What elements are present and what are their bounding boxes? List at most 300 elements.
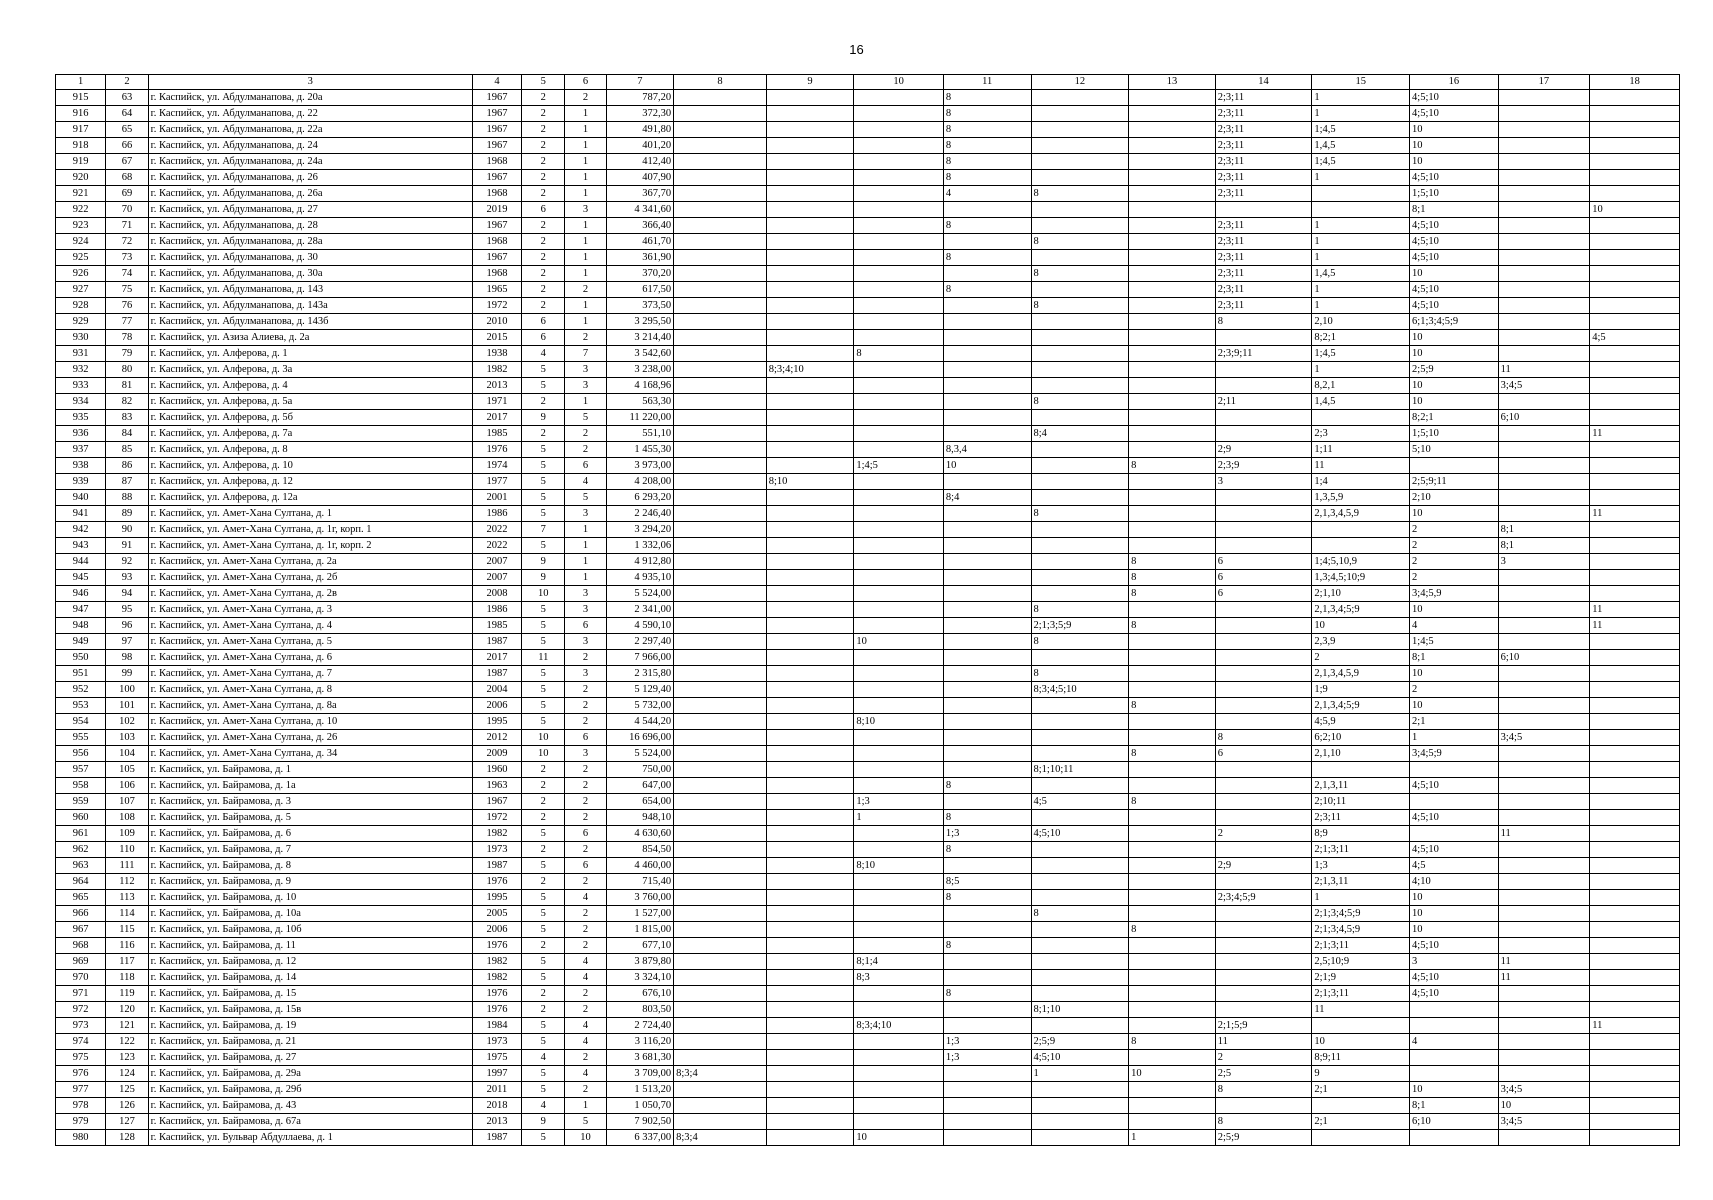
table-row xyxy=(56,634,1680,650)
table-cell: г. Каспийск, ул. Амет-Хана Султана, д. 2в xyxy=(148,586,472,602)
table-cell: 5 xyxy=(522,906,565,922)
table-cell xyxy=(674,714,767,730)
table-cell xyxy=(854,538,944,554)
table-cell xyxy=(674,954,767,970)
table-cell: 9 xyxy=(1312,1066,1410,1082)
table-cell: 1995 xyxy=(472,714,521,730)
table-cell: 2010 xyxy=(472,314,521,330)
table-cell: 6;10 xyxy=(1498,410,1590,426)
table-cell: 2017 xyxy=(472,410,521,426)
table-cell: 5 xyxy=(522,634,565,650)
table-row xyxy=(56,106,1680,122)
table-row xyxy=(56,826,1680,842)
table-cell xyxy=(1031,330,1129,346)
table-cell xyxy=(1129,650,1216,666)
table-cell: 945 xyxy=(56,570,106,586)
table-cell: 8 xyxy=(943,154,1031,170)
table-cell xyxy=(1129,634,1216,650)
table-cell: 2 xyxy=(522,810,565,826)
table-cell xyxy=(674,362,767,378)
table-cell xyxy=(1410,1050,1499,1066)
table-cell: 1 455,30 xyxy=(606,442,673,458)
table-cell: 975 xyxy=(56,1050,106,1066)
table-cell xyxy=(1590,138,1680,154)
table-cell xyxy=(854,90,944,106)
table-cell xyxy=(1215,426,1312,442)
table-cell: 2;3 xyxy=(1312,426,1410,442)
table-cell: 8 xyxy=(943,842,1031,858)
table-cell: 3 xyxy=(565,634,606,650)
table-cell xyxy=(854,762,944,778)
table-cell: г. Каспийск, ул. Алферова, д. 5б xyxy=(148,410,472,426)
table-cell xyxy=(1498,922,1590,938)
table-cell: 8;1 xyxy=(1410,1098,1499,1114)
table-cell: 8 xyxy=(1031,394,1129,410)
table-cell: 8 xyxy=(943,122,1031,138)
table-cell xyxy=(1031,522,1129,538)
table-cell: 68 xyxy=(106,170,148,186)
header-row xyxy=(56,75,1680,90)
table-body xyxy=(56,90,1680,1146)
table-cell xyxy=(1031,138,1129,154)
table-cell: 10 xyxy=(1410,506,1499,522)
table-cell xyxy=(1129,954,1216,970)
table-cell xyxy=(1129,410,1216,426)
table-cell: 10 xyxy=(1410,666,1499,682)
table-cell xyxy=(1129,682,1216,698)
table-cell: 8,2,1 xyxy=(1312,378,1410,394)
table-cell xyxy=(1590,90,1680,106)
table-cell xyxy=(854,442,944,458)
table-cell xyxy=(1590,1130,1680,1146)
table-cell xyxy=(766,826,854,842)
table-cell xyxy=(854,666,944,682)
table-cell: 79 xyxy=(106,346,148,362)
table-cell: 5 xyxy=(522,1130,565,1146)
table-cell: 1967 xyxy=(472,122,521,138)
table-cell xyxy=(943,426,1031,442)
table-cell xyxy=(1590,730,1680,746)
table-cell xyxy=(854,602,944,618)
table-cell: 1974 xyxy=(472,458,521,474)
table-cell xyxy=(854,682,944,698)
table-cell xyxy=(1590,906,1680,922)
table-cell xyxy=(1498,186,1590,202)
table-cell: 96 xyxy=(106,618,148,634)
table-cell: 1 xyxy=(1031,1066,1129,1082)
table-cell xyxy=(1590,954,1680,970)
table-cell: 85 xyxy=(106,442,148,458)
table-cell: 1 xyxy=(1312,250,1410,266)
table-cell: 72 xyxy=(106,234,148,250)
table-cell xyxy=(766,442,854,458)
table-cell xyxy=(1031,474,1129,490)
table-cell xyxy=(1498,170,1590,186)
table-cell xyxy=(943,234,1031,250)
table-cell: 8 xyxy=(943,938,1031,954)
table-cell xyxy=(943,554,1031,570)
column-header: 1 xyxy=(56,75,106,90)
table-cell: 8;5 xyxy=(943,874,1031,890)
table-cell: 2;3;4;5;9 xyxy=(1215,890,1312,906)
table-cell: 2;5;9 xyxy=(1410,362,1499,378)
table-cell xyxy=(1129,378,1216,394)
table-cell xyxy=(943,202,1031,218)
table-cell: 64 xyxy=(106,106,148,122)
table-cell: 1;3 xyxy=(1312,858,1410,874)
table-cell: 2 xyxy=(565,698,606,714)
table-cell xyxy=(1215,362,1312,378)
table-cell: 2 xyxy=(522,266,565,282)
table-cell xyxy=(1590,458,1680,474)
table-cell: 3 xyxy=(565,602,606,618)
table-cell: 2 xyxy=(565,906,606,922)
table-cell xyxy=(1498,1034,1590,1050)
table-cell: 2013 xyxy=(472,378,521,394)
table-cell xyxy=(1031,970,1129,986)
table-cell xyxy=(766,602,854,618)
table-cell: 116 xyxy=(106,938,148,954)
table-cell: г. Каспийск, ул. Алферова, д. 10 xyxy=(148,458,472,474)
table-row xyxy=(56,714,1680,730)
table-cell xyxy=(1498,1018,1590,1034)
column-header: 14 xyxy=(1215,75,1312,90)
table-cell xyxy=(1031,346,1129,362)
table-cell xyxy=(766,794,854,810)
table-cell: 935 xyxy=(56,410,106,426)
column-header: 17 xyxy=(1498,75,1590,90)
table-cell xyxy=(766,858,854,874)
table-cell: 6 xyxy=(522,330,565,346)
table-row xyxy=(56,138,1680,154)
table-cell: 372,30 xyxy=(606,106,673,122)
table-cell: 2 315,80 xyxy=(606,666,673,682)
table-cell: 939 xyxy=(56,474,106,490)
table-cell: г. Каспийск, ул. Амет-Хана Султана, д. 1г, корп. 1 xyxy=(148,522,472,538)
table-cell: 1976 xyxy=(472,442,521,458)
table-cell: 4 544,20 xyxy=(606,714,673,730)
table-cell: 10 xyxy=(1410,602,1499,618)
table-cell xyxy=(766,90,854,106)
table-row xyxy=(56,1018,1680,1034)
table-row xyxy=(56,778,1680,794)
table-cell: 3 681,30 xyxy=(606,1050,673,1066)
table-cell: 938 xyxy=(56,458,106,474)
table-cell: 1976 xyxy=(472,938,521,954)
table-cell xyxy=(1129,666,1216,682)
table-cell: 919 xyxy=(56,154,106,170)
table-cell xyxy=(1031,746,1129,762)
table-cell xyxy=(1410,1130,1499,1146)
table-cell xyxy=(1031,282,1129,298)
table-cell xyxy=(1215,938,1312,954)
table-cell: 10 xyxy=(1410,138,1499,154)
table-cell xyxy=(943,570,1031,586)
table-cell xyxy=(674,458,767,474)
table-cell xyxy=(1312,538,1410,554)
column-header: 15 xyxy=(1312,75,1410,90)
table-cell: 654,00 xyxy=(606,794,673,810)
table-cell xyxy=(1590,522,1680,538)
table-cell: 942 xyxy=(56,522,106,538)
table-cell xyxy=(766,906,854,922)
table-cell xyxy=(766,298,854,314)
table-cell: 373,50 xyxy=(606,298,673,314)
table-cell xyxy=(1410,794,1499,810)
table-cell: 6 xyxy=(1215,746,1312,762)
table-cell: 10 xyxy=(854,634,944,650)
table-cell: 2004 xyxy=(472,682,521,698)
table-cell: 1997 xyxy=(472,1066,521,1082)
table-cell xyxy=(1312,1018,1410,1034)
table-cell xyxy=(766,250,854,266)
table-cell: 1968 xyxy=(472,234,521,250)
table-cell xyxy=(766,730,854,746)
table-cell: 84 xyxy=(106,426,148,442)
table-cell: 2 xyxy=(565,90,606,106)
table-cell xyxy=(1215,778,1312,794)
table-cell: 100 xyxy=(106,682,148,698)
table-cell: 122 xyxy=(106,1034,148,1050)
table-cell: 787,20 xyxy=(606,90,673,106)
table-cell: 5 xyxy=(522,458,565,474)
table-cell: 6 xyxy=(565,618,606,634)
table-cell: 94 xyxy=(106,586,148,602)
table-cell: 943 xyxy=(56,538,106,554)
table-cell xyxy=(674,682,767,698)
table-cell: 1,3,5,9 xyxy=(1312,490,1410,506)
table-cell xyxy=(943,346,1031,362)
table-cell xyxy=(1031,90,1129,106)
table-cell: 121 xyxy=(106,1018,148,1034)
table-cell xyxy=(674,922,767,938)
table-cell: 11 xyxy=(1498,970,1590,986)
table-cell xyxy=(943,1018,1031,1034)
table-cell: 1 xyxy=(565,234,606,250)
table-cell xyxy=(674,746,767,762)
table-cell: 8 xyxy=(1129,618,1216,634)
table-cell: 1 xyxy=(565,138,606,154)
table-cell: 5 xyxy=(522,1066,565,1082)
table-cell xyxy=(1498,810,1590,826)
table-cell: 8 xyxy=(1031,906,1129,922)
table-cell: 11 xyxy=(1498,362,1590,378)
table-cell: 4;5;10 xyxy=(1410,106,1499,122)
table-cell xyxy=(766,922,854,938)
table-cell xyxy=(854,826,944,842)
table-cell: 4 590,10 xyxy=(606,618,673,634)
table-cell: 8 xyxy=(1129,570,1216,586)
table-cell: 1,3;4,5;10;9 xyxy=(1312,570,1410,586)
table-cell xyxy=(1590,266,1680,282)
table-cell xyxy=(1590,970,1680,986)
table-cell xyxy=(854,170,944,186)
table-cell xyxy=(1031,1082,1129,1098)
table-cell xyxy=(1312,202,1410,218)
table-cell xyxy=(1590,538,1680,554)
table-cell xyxy=(943,698,1031,714)
table-cell xyxy=(674,314,767,330)
table-cell: 949 xyxy=(56,634,106,650)
table-cell xyxy=(1498,618,1590,634)
table-row xyxy=(56,170,1680,186)
table-cell: 4;5;10 xyxy=(1410,810,1499,826)
table-cell: 5 xyxy=(522,602,565,618)
table-cell: 1967 xyxy=(472,218,521,234)
table-cell: 2;9 xyxy=(1215,442,1312,458)
table-cell: 3 xyxy=(565,506,606,522)
table-cell: 1968 xyxy=(472,154,521,170)
table-cell xyxy=(943,410,1031,426)
table-row xyxy=(56,314,1680,330)
table-cell xyxy=(1498,986,1590,1002)
table-cell xyxy=(674,730,767,746)
table-cell: 952 xyxy=(56,682,106,698)
table-cell: 1973 xyxy=(472,842,521,858)
table-cell: 4 xyxy=(522,1098,565,1114)
table-cell: 953 xyxy=(56,698,106,714)
table-cell: г. Каспийск, ул. Алферова, д. 1 xyxy=(148,346,472,362)
table-cell xyxy=(854,250,944,266)
table-cell xyxy=(1031,890,1129,906)
table-cell: г. Каспийск, ул. Байрамова, д. 10 xyxy=(148,890,472,906)
table-cell: 968 xyxy=(56,938,106,954)
table-cell xyxy=(674,858,767,874)
table-cell: 10 xyxy=(1312,1034,1410,1050)
table-row xyxy=(56,394,1680,410)
table-cell xyxy=(1312,1130,1410,1146)
table-cell: 2 xyxy=(522,154,565,170)
table-cell: г. Каспийск, ул. Байрамова, д. 19 xyxy=(148,1018,472,1034)
table-cell: г. Каспийск, ул. Байрамова, д. 8 xyxy=(148,858,472,874)
table-cell: 980 xyxy=(56,1130,106,1146)
table-cell xyxy=(674,426,767,442)
table-cell xyxy=(1590,378,1680,394)
table-cell: 2;3;11 xyxy=(1215,298,1312,314)
table-cell: 3 xyxy=(565,378,606,394)
table-cell: 8;2;1 xyxy=(1312,330,1410,346)
table-cell: 10 xyxy=(1410,378,1499,394)
table-cell: 2001 xyxy=(472,490,521,506)
table-cell: г. Каспийск, ул. Абдулманапова, д. 24 xyxy=(148,138,472,154)
table-cell xyxy=(1129,394,1216,410)
table-cell xyxy=(674,778,767,794)
table-cell: 77 xyxy=(106,314,148,330)
table-cell: г. Каспийск, ул. Абдулманапова, д. 30а xyxy=(148,266,472,282)
table-cell xyxy=(674,650,767,666)
table-cell: 2;1;3;4,5;9 xyxy=(1312,922,1410,938)
table-cell xyxy=(1031,442,1129,458)
table-cell xyxy=(1129,90,1216,106)
table-cell xyxy=(1590,634,1680,650)
table-cell xyxy=(1498,602,1590,618)
table-cell: 2 xyxy=(522,250,565,266)
table-cell xyxy=(766,938,854,954)
table-cell xyxy=(1312,186,1410,202)
table-cell: 1 xyxy=(1312,234,1410,250)
table-cell xyxy=(1129,858,1216,874)
table-cell xyxy=(1215,330,1312,346)
table-cell xyxy=(674,810,767,826)
table-cell: 83 xyxy=(106,410,148,426)
table-cell xyxy=(674,666,767,682)
table-cell xyxy=(1031,842,1129,858)
table-cell: 1 xyxy=(565,298,606,314)
table-row xyxy=(56,890,1680,906)
table-cell xyxy=(1590,122,1680,138)
table-cell: 8;1 xyxy=(1498,538,1590,554)
table-cell: 2;10;11 xyxy=(1312,794,1410,810)
table-cell xyxy=(674,138,767,154)
table-cell: 4;5;10 xyxy=(1410,986,1499,1002)
table-cell: г. Каспийск, ул. Амет-Хана Султана, д. 3 xyxy=(148,602,472,618)
table-cell: 2 xyxy=(522,426,565,442)
table-cell xyxy=(1129,730,1216,746)
table-cell: г. Каспийск, ул. Байрамова, д. 15в xyxy=(148,1002,472,1018)
table-cell: 2018 xyxy=(472,1098,521,1114)
table-cell: 69 xyxy=(106,186,148,202)
table-cell: 1 xyxy=(565,522,606,538)
table-cell: 2;3;11 xyxy=(1215,186,1312,202)
table-row xyxy=(56,986,1680,1002)
table-cell: 2 xyxy=(565,330,606,346)
table-cell xyxy=(943,970,1031,986)
table-cell xyxy=(674,1114,767,1130)
table-cell: 4;5 xyxy=(1410,858,1499,874)
table-cell: г. Каспийск, ул. Амет-Хана Султана, д. 26 xyxy=(148,730,472,746)
table-cell xyxy=(943,906,1031,922)
table-cell: 2;1,10 xyxy=(1312,586,1410,602)
table-cell xyxy=(1129,362,1216,378)
table-cell: 401,20 xyxy=(606,138,673,154)
table-cell: 1;9 xyxy=(1312,682,1410,698)
table-cell xyxy=(674,1082,767,1098)
table-cell: 4 xyxy=(1410,618,1499,634)
table-cell xyxy=(1498,938,1590,954)
table-cell xyxy=(1129,202,1216,218)
table-cell xyxy=(766,1098,854,1114)
table-cell: г. Каспийск, ул. Бульвар Абдуллаева, д. 1 xyxy=(148,1130,472,1146)
table-cell xyxy=(674,538,767,554)
table-cell: 1987 xyxy=(472,1130,521,1146)
table-cell: 124 xyxy=(106,1066,148,1082)
table-cell xyxy=(1312,762,1410,778)
table-cell xyxy=(1215,202,1312,218)
table-cell: 1;4,5 xyxy=(1312,154,1410,170)
table-cell xyxy=(854,282,944,298)
table-cell xyxy=(943,1098,1031,1114)
table-cell xyxy=(943,586,1031,602)
table-cell: 6 xyxy=(1215,554,1312,570)
table-cell xyxy=(1129,138,1216,154)
table-cell xyxy=(1031,218,1129,234)
table-cell xyxy=(1590,794,1680,810)
table-cell: 2 xyxy=(565,938,606,954)
table-cell: 63 xyxy=(106,90,148,106)
table-cell: 1 xyxy=(1312,362,1410,378)
table-cell: 2 xyxy=(522,106,565,122)
table-cell: 2009 xyxy=(472,746,521,762)
table-cell xyxy=(1590,586,1680,602)
table-cell: 976 xyxy=(56,1066,106,1082)
table-cell xyxy=(1129,122,1216,138)
table-cell xyxy=(674,106,767,122)
table-cell xyxy=(943,1002,1031,1018)
table-cell: 2 xyxy=(522,762,565,778)
table-cell: 8 xyxy=(943,90,1031,106)
table-row xyxy=(56,234,1680,250)
table-cell xyxy=(1498,842,1590,858)
